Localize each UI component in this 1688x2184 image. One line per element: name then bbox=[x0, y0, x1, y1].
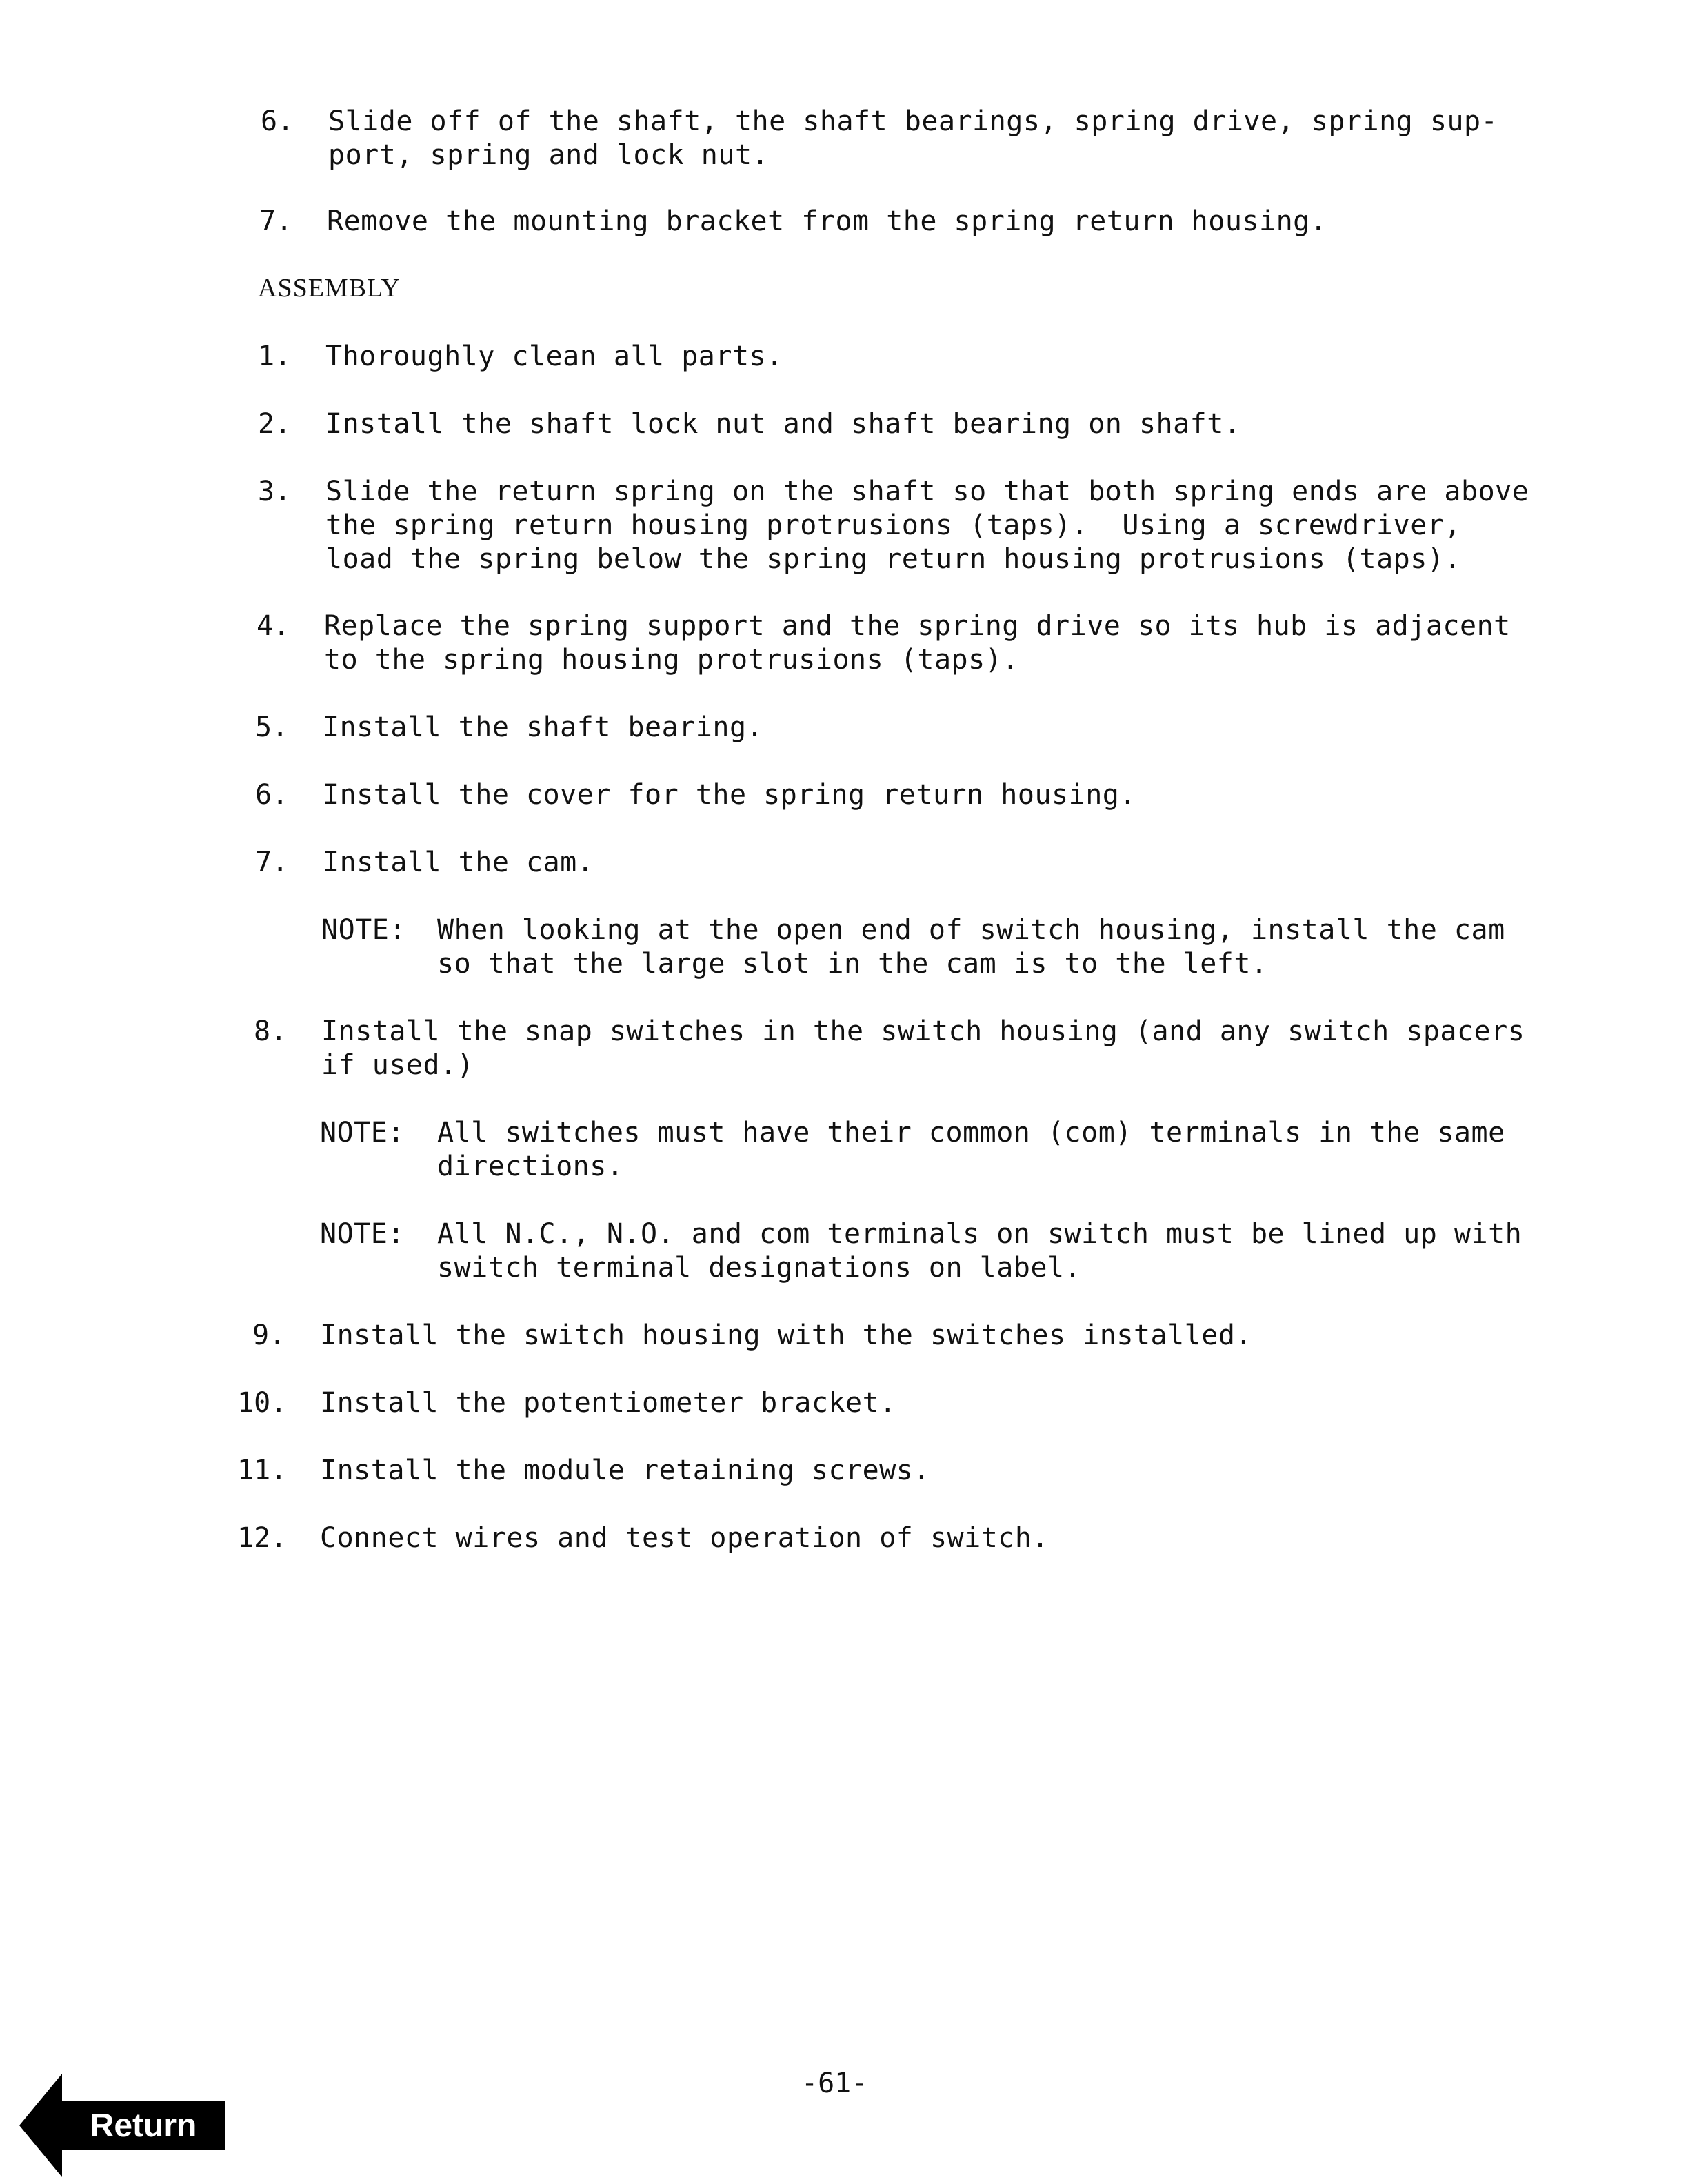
note-line: so that the large slot in the cam is to the left. bbox=[437, 948, 1268, 980]
step-text bbox=[324, 609, 1511, 677]
note-label: NOTE: bbox=[320, 1117, 405, 1149]
step-text bbox=[328, 105, 1498, 172]
step-text: Install the shaft bearing. bbox=[323, 711, 764, 743]
step-number: 9. bbox=[252, 1320, 286, 1351]
step-line: if used.) bbox=[321, 1049, 474, 1081]
step-number: 11. bbox=[237, 1455, 288, 1486]
step-line: Slide off of the shaft, the shaft bearings, spring drive, spring sup- bbox=[328, 105, 1498, 137]
step-number: 3. bbox=[258, 476, 292, 507]
step-line: to the spring housing protrusions (taps). bbox=[324, 644, 1019, 676]
step-line: load the spring below the spring return housing protrusions (taps). bbox=[325, 543, 1461, 575]
return-button-label: Return bbox=[90, 2107, 197, 2144]
step-number: 8. bbox=[254, 1015, 288, 1047]
section-heading: ASSEMBLY bbox=[258, 274, 401, 303]
note-label: NOTE: bbox=[321, 914, 406, 946]
step-text bbox=[325, 475, 1529, 576]
return-button[interactable] bbox=[19, 2074, 226, 2177]
step-text: Install the cam. bbox=[323, 847, 594, 878]
step-text: Install the potentiometer bracket. bbox=[320, 1387, 896, 1419]
note-text bbox=[437, 1116, 1505, 1184]
note-line: directions. bbox=[437, 1151, 624, 1182]
step-line: Install the snap switches in the switch housing (and any switch spacers bbox=[321, 1015, 1525, 1047]
step-number: 10. bbox=[237, 1387, 288, 1419]
step-line: the spring return housing protrusions (taps). Using a screwdriver, bbox=[325, 509, 1461, 541]
page-number: -61- bbox=[801, 2067, 868, 2099]
note-line: All switches must have their common (com) terminals in the same bbox=[437, 1117, 1505, 1149]
note-line: switch terminal designations on label. bbox=[437, 1252, 1082, 1284]
note-line: When looking at the open end of switch housing, install the cam bbox=[437, 914, 1505, 946]
note-text bbox=[437, 1217, 1522, 1285]
step-text: Thoroughly clean all parts. bbox=[325, 341, 783, 372]
step-line: Slide the return spring on the shaft so that both spring ends are above bbox=[325, 476, 1529, 507]
step-text: Connect wires and test operation of switch. bbox=[320, 1522, 1049, 1554]
step-line: port, spring and lock nut. bbox=[328, 139, 770, 171]
note-text bbox=[437, 913, 1505, 981]
note-line: All N.C., N.O. and com terminals on switch must be lined up with bbox=[437, 1218, 1523, 1250]
step-number: 2. bbox=[258, 408, 292, 440]
step-number: 7. bbox=[255, 847, 289, 878]
step-text: Install the module retaining screws. bbox=[320, 1455, 930, 1486]
note-label: NOTE: bbox=[320, 1218, 405, 1250]
step-text: Install the cover for the spring return housing. bbox=[323, 779, 1136, 811]
step-number: 4. bbox=[257, 610, 290, 642]
step-text: Remove the mounting bracket from the spring return housing. bbox=[327, 205, 1327, 237]
step-number: 6. bbox=[261, 105, 294, 137]
step-text: Install the switch housing with the switches installed. bbox=[320, 1320, 1253, 1351]
step-number: 5. bbox=[255, 711, 289, 743]
step-number: 7. bbox=[259, 205, 293, 237]
step-text: Install the shaft lock nut and shaft bearing on shaft. bbox=[325, 408, 1241, 440]
step-line: Replace the spring support and the spring drive so its hub is adjacent bbox=[324, 610, 1511, 642]
step-number: 6. bbox=[255, 779, 289, 811]
step-number: 12. bbox=[237, 1522, 288, 1554]
step-text bbox=[321, 1015, 1525, 1082]
step-number: 1. bbox=[258, 341, 292, 372]
